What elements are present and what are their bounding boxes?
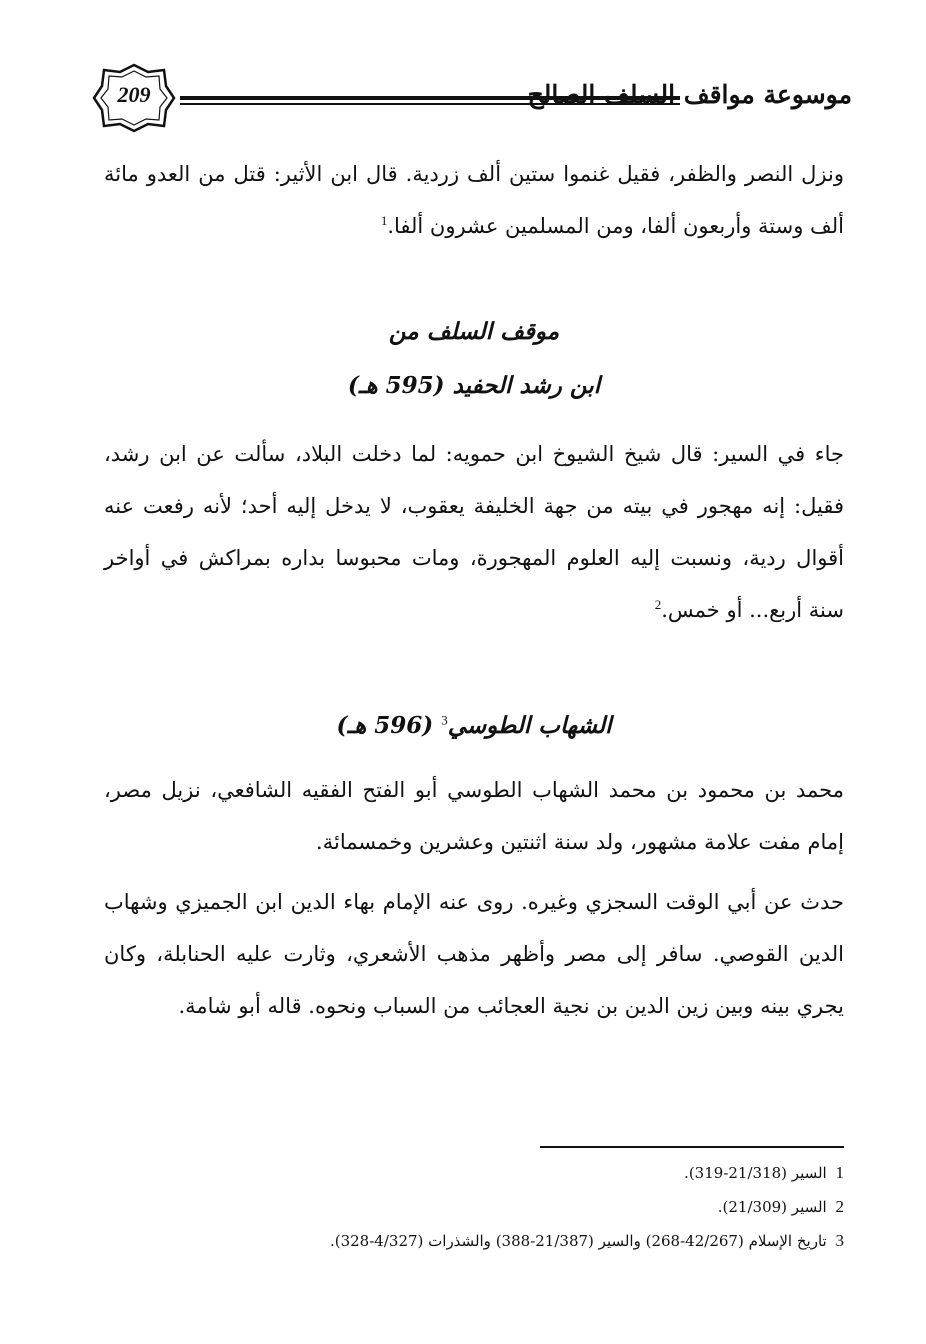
section-heading-tusi [104,712,844,739]
paragraph-tusi-details: حدث عن أبي الوقت السجزي وغيره. روى عنه الإمام بهاء الدين ابن الجميزي وشهاب الدين القوصي. سافر إلى مصر وأظهر مذهب الأشعري، وثارت عليه الحنابلة، وكان يجري بينه وبين زين الدين بن نجية العجائب من السباب ونحوه. قاله أبو شامة. [104,890,844,1018]
footnote-ref: 2 [654,597,662,612]
footnote [84,1156,844,1190]
paragraph-tusi-bio: محمد بن محمود بن محمد الشهاب الطوسي أبو الفتح الفقيه الشافعي، نزيل مصر، إمام مفت علامة مشهور، ولد سنة اثنتين وعشرين وخمسمائة. [104,778,844,854]
page-number: 209 [117,82,151,107]
section-heading-line2: ابن رشد الحفيد (595 هـ) [347,372,601,399]
footnote-ref: 1 [380,213,388,228]
page-number-badge [92,62,176,134]
paragraph-text: جاء في السير: قال شيخ الشيوخ ابن حمويه: لما دخلت البلاد، سألت عن ابن رشد، فقيل: إنه مهجور في بيته من جهة الخليفة يعقوب، لا يدخل إليه أحد؛ لأنه رفعت عنه أقوال ردية، ونسبت إليه العلوم المهجورة، ومات محبوسا بداره بمراكش في أواخر سنة أربع... أو خمس. [104,442,844,622]
footnote-text: السير (21/309). [717,1198,827,1216]
heading-name: الشهاب الطوسي [447,712,612,739]
section-heading-line1: موقف السلف من [388,318,560,345]
footnote-text: السير (21/318-319). [684,1164,827,1182]
footnotes [84,1156,844,1258]
footnote-number: 1 [835,1163,844,1182]
footnote-text: تاريخ الإسلام (42/267-268) والسير (21/387-388) والشذرات (4/327-328). [329,1232,827,1250]
heading-year: (596 هـ) [336,712,434,739]
footnote [84,1190,844,1224]
footnote-number: 2 [835,1197,844,1216]
paragraph-continuation [104,148,844,252]
paragraph-text: ونزل النصر والظفر، فقيل غنموا ستين ألف زردية. قال ابن الأثير: قتل من العدو مائة ألف وستة وأربعون ألفا، ومن المسلمين عشرون ألفا. [104,162,844,238]
page-header [92,62,852,142]
paragraph-ibn-rushd [104,428,844,636]
series-title: موسوعة مواقف السلف الصالح [527,80,852,109]
footnote-ref: 3 [441,712,448,728]
footnote [84,1224,844,1258]
footnote-number: 3 [835,1231,844,1250]
footnote-separator [540,1146,844,1148]
